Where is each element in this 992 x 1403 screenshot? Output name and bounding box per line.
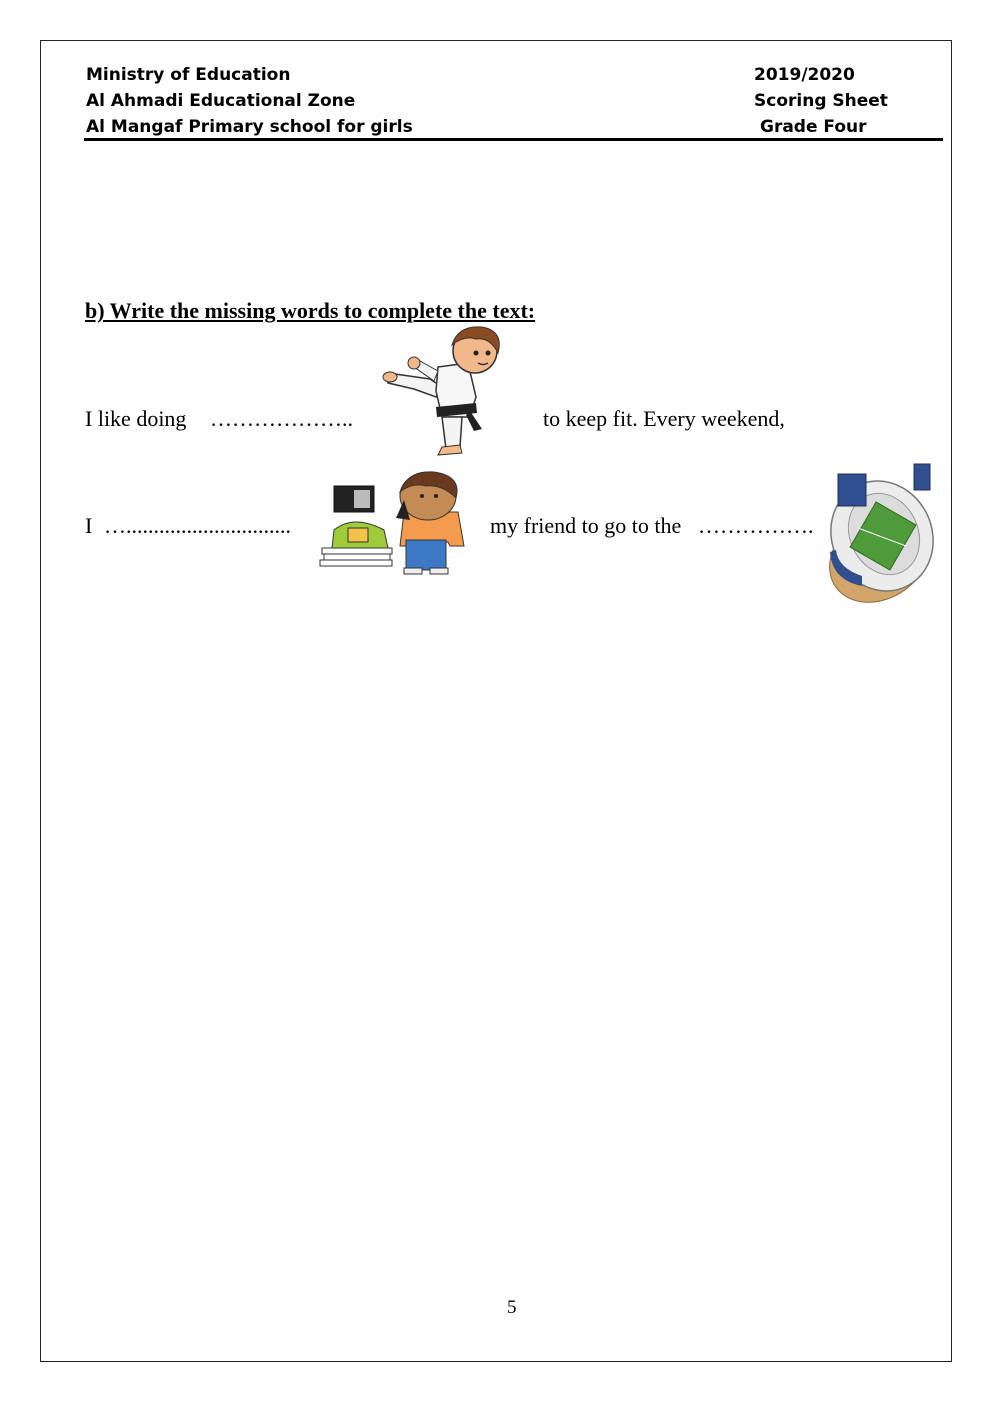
line2-before: I xyxy=(85,513,93,538)
task-title: b) Write the missing words to complete the text: xyxy=(85,298,536,323)
grade-line: Grade Four xyxy=(760,117,867,137)
header-divider xyxy=(84,138,943,141)
sheet-type-line: Scoring Sheet xyxy=(754,91,888,111)
line1-after: to keep fit. Every weekend, xyxy=(543,406,785,431)
karate-kid-icon xyxy=(380,325,510,457)
year-line: 2019/2020 xyxy=(754,65,855,85)
line1-before: I like doing xyxy=(85,406,187,431)
line1-blank[interactable]: ……………….. xyxy=(210,406,353,431)
zone-line: Al Ahmadi Educational Zone xyxy=(86,91,356,111)
header-left xyxy=(86,62,413,140)
line2-blank[interactable]: ….............................. xyxy=(104,513,291,538)
school-line: Al Mangaf Primary school for girls xyxy=(86,117,413,137)
page-number: 5 xyxy=(507,1297,517,1318)
line2-middle: my friend to go to the xyxy=(490,513,682,538)
header-right xyxy=(754,62,888,140)
stadium-icon xyxy=(822,458,940,604)
page-border xyxy=(40,40,952,1362)
ministry-line: Ministry of Education xyxy=(86,65,291,85)
line2-blank2[interactable]: ……………. xyxy=(698,513,814,538)
boy-on-phone-icon xyxy=(318,470,478,578)
